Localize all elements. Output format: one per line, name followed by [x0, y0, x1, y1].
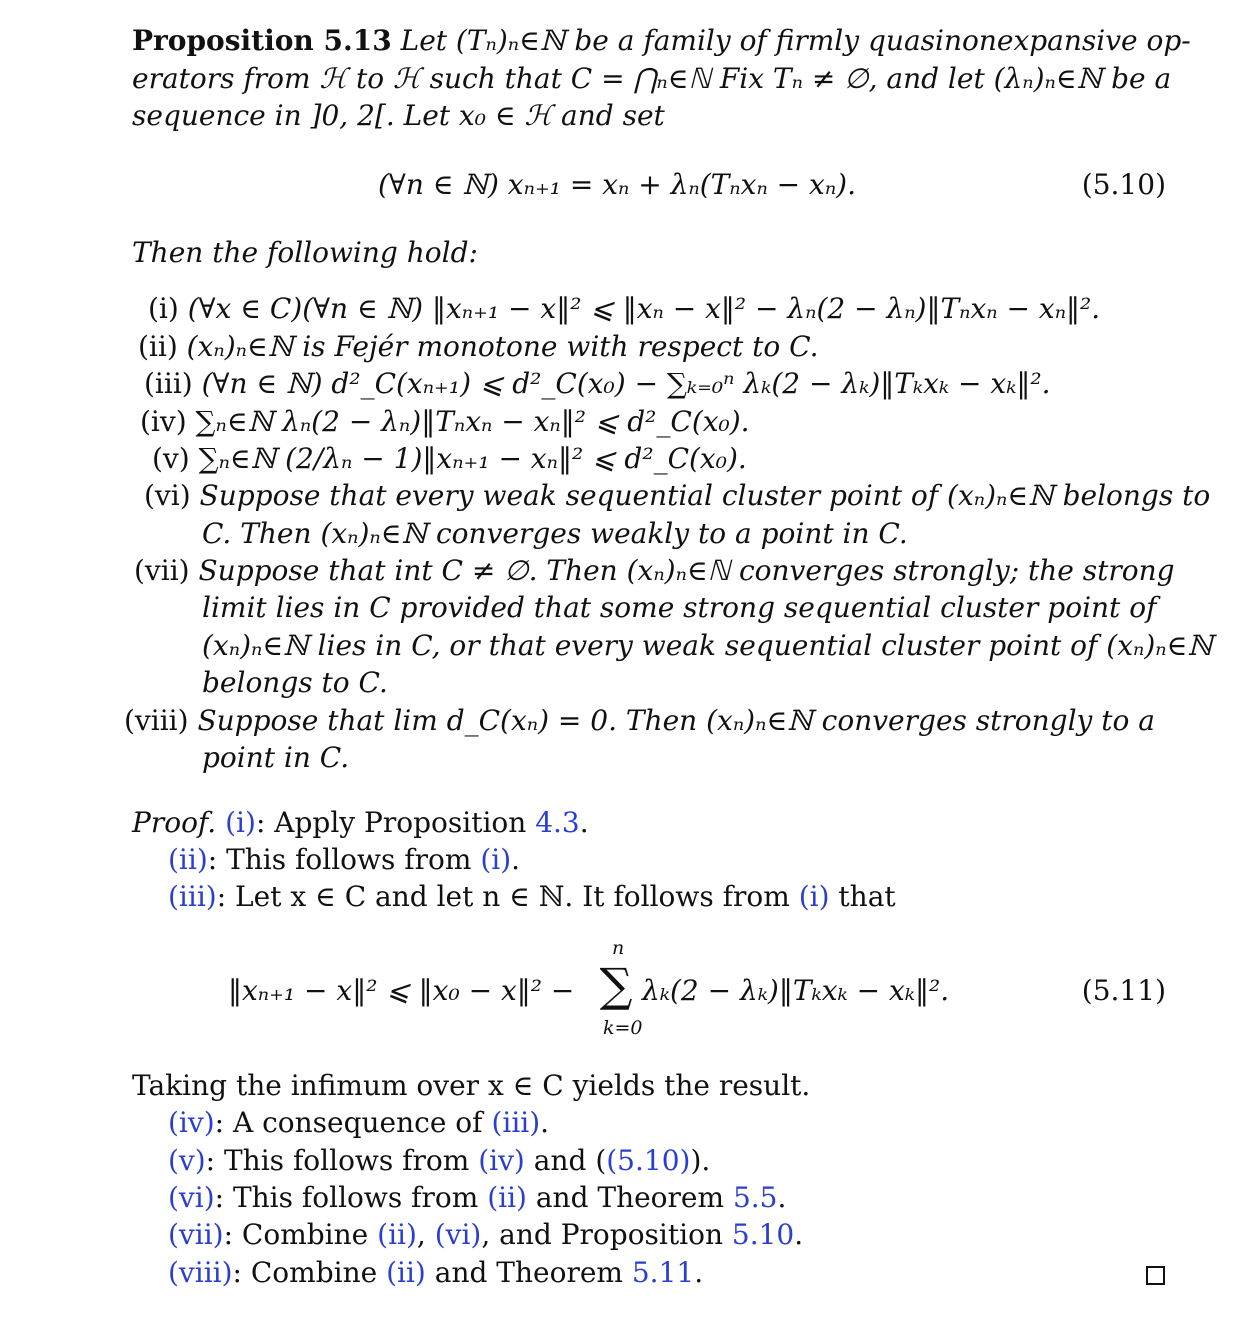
item-label: (iv) — [140, 405, 187, 438]
proposition-link[interactable]: 4.3 — [535, 806, 580, 839]
proof-text-end: ). — [690, 1144, 711, 1177]
item-viii-line-2: point in C. — [202, 741, 350, 774]
item-ref-link[interactable]: (i) — [480, 843, 512, 876]
item-iv — [140, 404, 750, 440]
item-ref-link[interactable]: (ii) — [386, 1256, 426, 1289]
item-vii-line-3: (xₙ)ₙ∈ℕ lies in C, or that every weak sequential cluster point of (xₙ)ₙ∈ℕ — [202, 629, 1213, 662]
proposition-link[interactable]: 5.10 — [731, 1218, 795, 1251]
equation-number-5-10: (5.10) — [1081, 168, 1166, 201]
proof-line-v: (v): This follows from (iv) and ((5.10)). — [168, 1144, 711, 1177]
item-text: Suppose that every weak sequential cluster point of (xₙ)ₙ∈ℕ belongs to — [199, 479, 1211, 512]
proof-ref-link[interactable]: (vi) — [168, 1181, 215, 1214]
proof-line-iii — [168, 879, 896, 915]
proposition-line-1 — [132, 23, 1191, 59]
proof-ref-link[interactable]: (i) — [225, 806, 256, 839]
item-label: (vii) — [134, 554, 190, 587]
item-text: (∀x ∈ C)(∀n ∈ ℕ) ‖xₙ₊₁ − x‖² ⩽ ‖xₙ − x‖² − λₙ(2 − λₙ)‖Tₙxₙ − xₙ‖². — [187, 292, 1101, 325]
theorem-link[interactable]: 5.5 — [732, 1181, 778, 1214]
equation-5-10: (∀n ∈ ℕ) xₙ₊₁ = xₙ + λₙ(Tₙxₙ − xₙ). — [378, 168, 857, 201]
proof-line-i — [132, 805, 589, 841]
proof-text: , — [416, 1218, 435, 1251]
proposition-line-2: erators from ℋ to ℋ such that C = ⋂ₙ∈ℕ Fix Tₙ ≠ ∅, and let (λₙ)ₙ∈ℕ be a — [132, 62, 1172, 95]
proof-ref-link[interactable]: (iii) — [168, 880, 217, 913]
item-ref-link[interactable]: (iv) — [478, 1144, 525, 1177]
equation-ref-link[interactable]: (5.10) — [606, 1144, 691, 1177]
proof-word: Proof. — [132, 806, 217, 839]
theorem-link[interactable]: 5.11 — [631, 1256, 695, 1289]
proof-text: : Combine — [232, 1256, 387, 1289]
item-ref-link[interactable]: (ii) — [487, 1181, 527, 1214]
proof-ref-link[interactable]: (vii) — [168, 1218, 224, 1251]
proof-line-ii — [168, 842, 520, 878]
item-label: (vi) — [144, 479, 191, 512]
proof-ref-link[interactable]: (v) — [168, 1144, 206, 1177]
proof-text: : A consequence of — [214, 1106, 492, 1139]
item-label: (v) — [152, 442, 190, 475]
proof-line-vi — [168, 1180, 786, 1216]
proposition-heading: Proposition 5.13 — [132, 24, 392, 57]
equation-5-11-left: ‖xₙ₊₁ − x‖² ⩽ ‖x₀ − x‖² − — [228, 974, 575, 1007]
then-following-hold: Then the following hold: — [132, 236, 478, 269]
item-ref-link[interactable]: (i) — [798, 880, 830, 913]
item-ref-link[interactable]: (ii) — [377, 1218, 417, 1251]
item-label: (viii) — [124, 704, 189, 737]
proof-ref-link[interactable]: (viii) — [168, 1256, 233, 1289]
item-viii — [124, 703, 1155, 739]
item-vii-line-4: belongs to C. — [202, 666, 388, 699]
proof-text: and Theorem — [425, 1256, 632, 1289]
proposition-line-3: sequence in ]0, 2[. Let x₀ ∈ ℋ and set — [132, 99, 665, 132]
proof-text-end: . — [794, 1218, 804, 1251]
proof-text-end: . — [540, 1106, 550, 1139]
equation-number-5-11: (5.11) — [1081, 974, 1166, 1007]
proof-ref-link[interactable]: (iv) — [168, 1106, 215, 1139]
proof-text: : Let x ∈ C and let n ∈ ℕ. It follows from — [216, 880, 799, 913]
item-vi-line-2: C. Then (xₙ)ₙ∈ℕ converges weakly to a point in C. — [202, 517, 908, 550]
item-text: ∑ₙ∈ℕ (2/λₙ − 1)‖xₙ₊₁ − xₙ‖² ⩽ d²_C(x₀). — [198, 442, 747, 475]
proposition-text-1: Let (Tₙ)ₙ∈ℕ be a family of firmly quasinonexpansive op- — [400, 24, 1191, 57]
proof-text-end: . — [777, 1181, 787, 1214]
infimum-line: Taking the infimum over x ∈ C yields the result. — [132, 1069, 811, 1102]
item-text: (∀n ∈ ℕ) d²_C(xₙ₊₁) ⩽ d²_C(x₀) − ∑ₖ₌₀ⁿ λₖ(2 − λₖ)‖Tₖxₖ − xₖ‖². — [201, 367, 1051, 400]
item-label: (i) — [148, 292, 179, 325]
proof-ref-link[interactable]: (ii) — [168, 843, 208, 876]
item-ii — [138, 329, 818, 365]
item-label: (iii) — [144, 367, 193, 400]
proof-text: : Combine — [223, 1218, 378, 1251]
proof-text: : This follows from — [207, 843, 481, 876]
item-text: ∑ₙ∈ℕ λₙ(2 − λₙ)‖Tₙxₙ − xₙ‖² ⩽ d²_C(x₀). — [195, 405, 750, 438]
proof-text: : This follows from — [214, 1181, 488, 1214]
item-i — [148, 291, 1100, 327]
item-ref-link[interactable]: (iii) — [491, 1106, 541, 1139]
item-label: (ii) — [138, 330, 178, 363]
item-ref-link[interactable]: (vi) — [434, 1218, 482, 1251]
sum-lower-limit: k=0 — [603, 1017, 643, 1039]
proof-line-viii — [168, 1255, 703, 1291]
proof-line-iv — [168, 1105, 549, 1141]
item-vi — [144, 478, 1210, 514]
item-text: Suppose that lim d_C(xₙ) = 0. Then (xₙ)ₙ∈ℕ converges strongly to a — [197, 704, 1155, 737]
proof-text-end: that — [829, 880, 896, 913]
proof-text: : Apply Proposition — [255, 806, 536, 839]
item-vii-line-2: limit lies in C provided that some strong sequential cluster point of — [202, 591, 1157, 624]
proof-text-end: . — [511, 843, 521, 876]
item-v — [152, 441, 747, 477]
item-text: (xₙ)ₙ∈ℕ is Fejér monotone with respect to C. — [186, 330, 819, 363]
sum-upper-limit: n — [612, 937, 625, 959]
proof-text-end: . — [694, 1256, 704, 1289]
item-text: Suppose that int C ≠ ∅. Then (xₙ)ₙ∈ℕ converges strongly; the strong — [198, 554, 1175, 587]
sum-symbol: ∑ — [599, 958, 633, 1012]
equation-5-11-right: λₖ(2 − λₖ)‖Tₖxₖ − xₖ‖². — [642, 974, 950, 1007]
proof-text: and Theorem — [526, 1181, 733, 1214]
qed-square-icon — [1146, 1266, 1165, 1285]
proof-text: and — [524, 1144, 596, 1177]
item-iii — [144, 366, 1051, 402]
proof-text: , and Proposition — [481, 1218, 732, 1251]
item-vii — [134, 553, 1175, 589]
proof-text: : This follows from — [205, 1144, 479, 1177]
proof-line-vii — [168, 1217, 803, 1253]
proof-text-end: . — [579, 806, 589, 839]
